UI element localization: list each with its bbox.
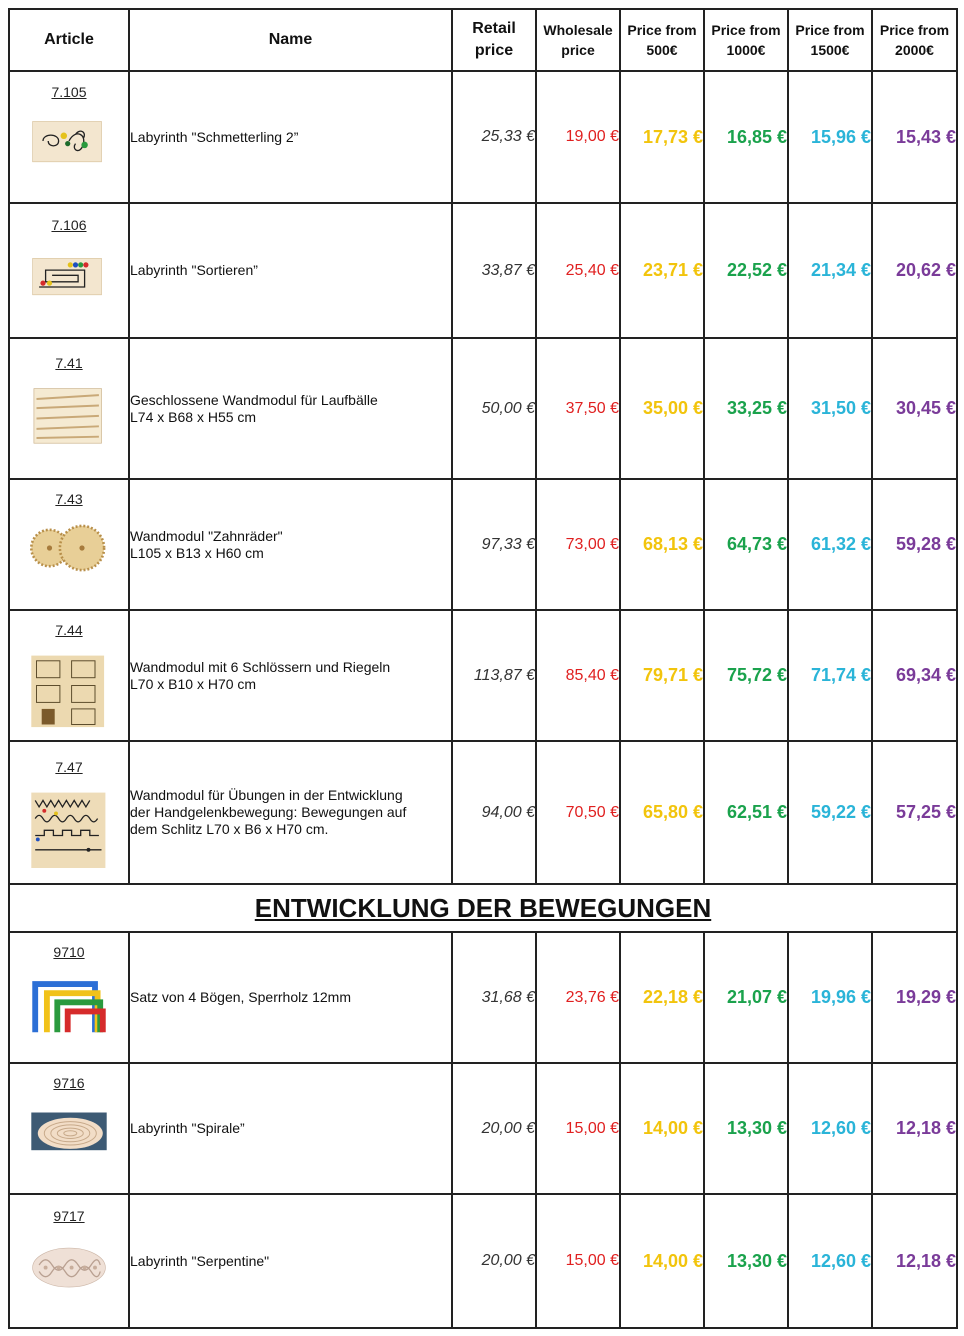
article-number-link[interactable]: 7.47 — [55, 759, 83, 775]
wholesale-price: 19,00 € — [536, 71, 620, 203]
section-row — [9, 884, 957, 932]
product-name — [129, 1063, 452, 1194]
article-number-link[interactable]: 7.41 — [55, 355, 83, 371]
retail-price: 113,87 € — [452, 610, 536, 741]
article-number-link[interactable]: 7.105 — [51, 83, 87, 100]
product-name-line: L105 x B13 x H60 cm — [130, 544, 264, 561]
price-from-2000: 12,18 € — [872, 1194, 957, 1328]
wholesale-price: 15,00 € — [536, 1194, 620, 1328]
header-price-2000: Price from 2000€ — [872, 9, 957, 71]
price-from-1000: 33,25 € — [704, 338, 788, 479]
article-cell — [9, 610, 129, 741]
product-name-line: Satz von 4 Bögen, Sperrholz 12mm — [130, 989, 352, 1005]
price-from-500: 79,71 € — [620, 610, 704, 741]
product-name-line: L70 x B10 x H70 cm — [130, 675, 257, 692]
product-name-line: Labyrinth "Spirale” — [130, 1120, 245, 1136]
price-from-1000: 22,52 € — [704, 203, 788, 338]
product-name — [129, 1194, 452, 1328]
price-from-2000: 69,34 € — [872, 610, 957, 741]
price-from-2000: 19,29 € — [872, 932, 957, 1063]
header-price-1000: Price from 1000€ — [704, 9, 788, 71]
product-name — [129, 338, 452, 479]
article-number-link[interactable]: 7.43 — [55, 491, 83, 507]
retail-price: 94,00 € — [452, 741, 536, 884]
product-name-line: Geschlossene Wandmodul für Laufbälle — [130, 391, 378, 408]
product-name — [129, 610, 452, 741]
product-name — [129, 203, 452, 338]
price-from-1500: 21,34 € — [788, 203, 872, 338]
product-name-line: Labyrinth "Schmetterling 2” — [130, 128, 299, 145]
table-row — [9, 610, 957, 741]
product-name — [129, 479, 452, 610]
price-from-1000: 13,30 € — [704, 1063, 788, 1194]
table-row — [9, 71, 957, 203]
price-from-1000: 64,73 € — [704, 479, 788, 610]
price-from-2000: 57,25 € — [872, 741, 957, 884]
retail-price: 33,87 € — [452, 203, 536, 338]
wrist-movement-wall-module-image — [12, 790, 126, 868]
article-cell — [9, 932, 129, 1063]
article-cell — [9, 338, 129, 479]
price-from-2000: 15,43 € — [872, 71, 957, 203]
section-title: ENTWICKLUNG DER BEWEGUNGEN — [9, 884, 957, 932]
article-number-link[interactable]: 7.106 — [51, 217, 87, 233]
price-from-500: 35,00 € — [620, 338, 704, 479]
retail-price: 20,00 € — [452, 1194, 536, 1328]
price-from-1500: 15,96 € — [788, 71, 872, 203]
retail-price: 31,68 € — [452, 932, 536, 1063]
product-name-line: Labyrinth "Serpentine" — [130, 1252, 270, 1269]
wholesale-price: 23,76 € — [536, 932, 620, 1063]
product-name-line: Wandmodul mit 6 Schlössern und Riegeln — [130, 658, 391, 675]
product-name-line: L74 x B68 x H55 cm — [130, 408, 257, 425]
wholesale-price: 70,50 € — [536, 741, 620, 884]
price-from-1500: 71,74 € — [788, 610, 872, 741]
header-name: Name — [129, 9, 452, 71]
price-from-1000: 62,51 € — [704, 741, 788, 884]
table-row — [9, 338, 957, 479]
retail-price: 20,00 € — [452, 1063, 536, 1194]
price-from-1000: 75,72 € — [704, 610, 788, 741]
table-row — [9, 741, 957, 884]
price-from-1500: 12,60 € — [788, 1194, 872, 1328]
gears-wall-module-image — [12, 522, 126, 600]
price-from-500: 65,80 € — [620, 741, 704, 884]
article-cell — [9, 71, 129, 203]
header-row — [9, 9, 957, 71]
product-name-line: dem Schlitz L70 x B6 x H70 cm. — [130, 821, 329, 837]
header-price-500: Price from 500€ — [620, 9, 704, 71]
wholesale-price: 73,00 € — [536, 479, 620, 610]
serpentine-labyrinth-board-image — [12, 1239, 126, 1317]
four-arches-set-image — [12, 975, 126, 1053]
article-cell — [9, 479, 129, 610]
price-from-1500: 61,32 € — [788, 479, 872, 610]
table-row — [9, 1063, 957, 1194]
price-from-1000: 16,85 € — [704, 71, 788, 203]
table-row — [9, 1194, 957, 1328]
price-from-500: 22,18 € — [620, 932, 704, 1063]
retail-price: 97,33 € — [452, 479, 536, 610]
article-number-link[interactable]: 9710 — [53, 944, 85, 960]
header-retail: Retail price — [452, 9, 536, 71]
sorting-labyrinth-board-image — [12, 248, 126, 326]
product-name-line: Wandmodul "Zahnräder" — [130, 527, 283, 544]
article-cell — [9, 1063, 129, 1194]
price-from-2000: 12,18 € — [872, 1063, 957, 1194]
product-name-line: der Handgelenkbewegung: Bewegungen auf — [130, 804, 407, 820]
article-cell — [9, 203, 129, 338]
retail-price: 50,00 € — [452, 338, 536, 479]
article-number-link[interactable]: 7.44 — [55, 622, 83, 638]
article-cell — [9, 741, 129, 884]
product-name — [129, 741, 452, 884]
wholesale-price: 15,00 € — [536, 1063, 620, 1194]
article-number-link[interactable]: 9717 — [53, 1207, 85, 1224]
price-from-500: 14,00 € — [620, 1063, 704, 1194]
product-name-line: Labyrinth "Sortieren” — [130, 262, 258, 278]
header-wholesale: Wholesale price — [536, 9, 620, 71]
price-from-1500: 31,50 € — [788, 338, 872, 479]
price-from-1500: 59,22 € — [788, 741, 872, 884]
price-table — [8, 8, 958, 1329]
wholesale-price: 37,50 € — [536, 338, 620, 479]
table-row — [9, 479, 957, 610]
price-from-1000: 13,30 € — [704, 1194, 788, 1328]
table-row — [9, 932, 957, 1063]
price-from-500: 68,13 € — [620, 479, 704, 610]
article-cell — [9, 1194, 129, 1328]
price-from-1500: 12,60 € — [788, 1063, 872, 1194]
price-from-1500: 19,96 € — [788, 932, 872, 1063]
price-from-1000: 21,07 € — [704, 932, 788, 1063]
product-name-line: Wandmodul für Übungen in der Entwicklung — [130, 787, 403, 803]
article-number-link[interactable]: 9716 — [53, 1075, 85, 1091]
table-row — [9, 203, 957, 338]
butterfly-labyrinth-board-image — [12, 115, 126, 193]
spiral-labyrinth-board-image — [12, 1106, 126, 1184]
price-from-500: 23,71 € — [620, 203, 704, 338]
wholesale-price: 25,40 € — [536, 203, 620, 338]
wholesale-price: 85,40 € — [536, 610, 620, 741]
price-from-500: 14,00 € — [620, 1194, 704, 1328]
price-from-500: 17,73 € — [620, 71, 704, 203]
product-name — [129, 932, 452, 1063]
price-from-2000: 20,62 € — [872, 203, 957, 338]
product-name — [129, 71, 452, 203]
header-price-1500: Price from 1500€ — [788, 9, 872, 71]
price-from-2000: 30,45 € — [872, 338, 957, 479]
ball-run-wall-module-image — [12, 386, 126, 464]
header-article: Article — [9, 9, 129, 71]
locks-wall-module-image — [12, 653, 126, 731]
price-from-2000: 59,28 € — [872, 479, 957, 610]
retail-price: 25,33 € — [452, 71, 536, 203]
